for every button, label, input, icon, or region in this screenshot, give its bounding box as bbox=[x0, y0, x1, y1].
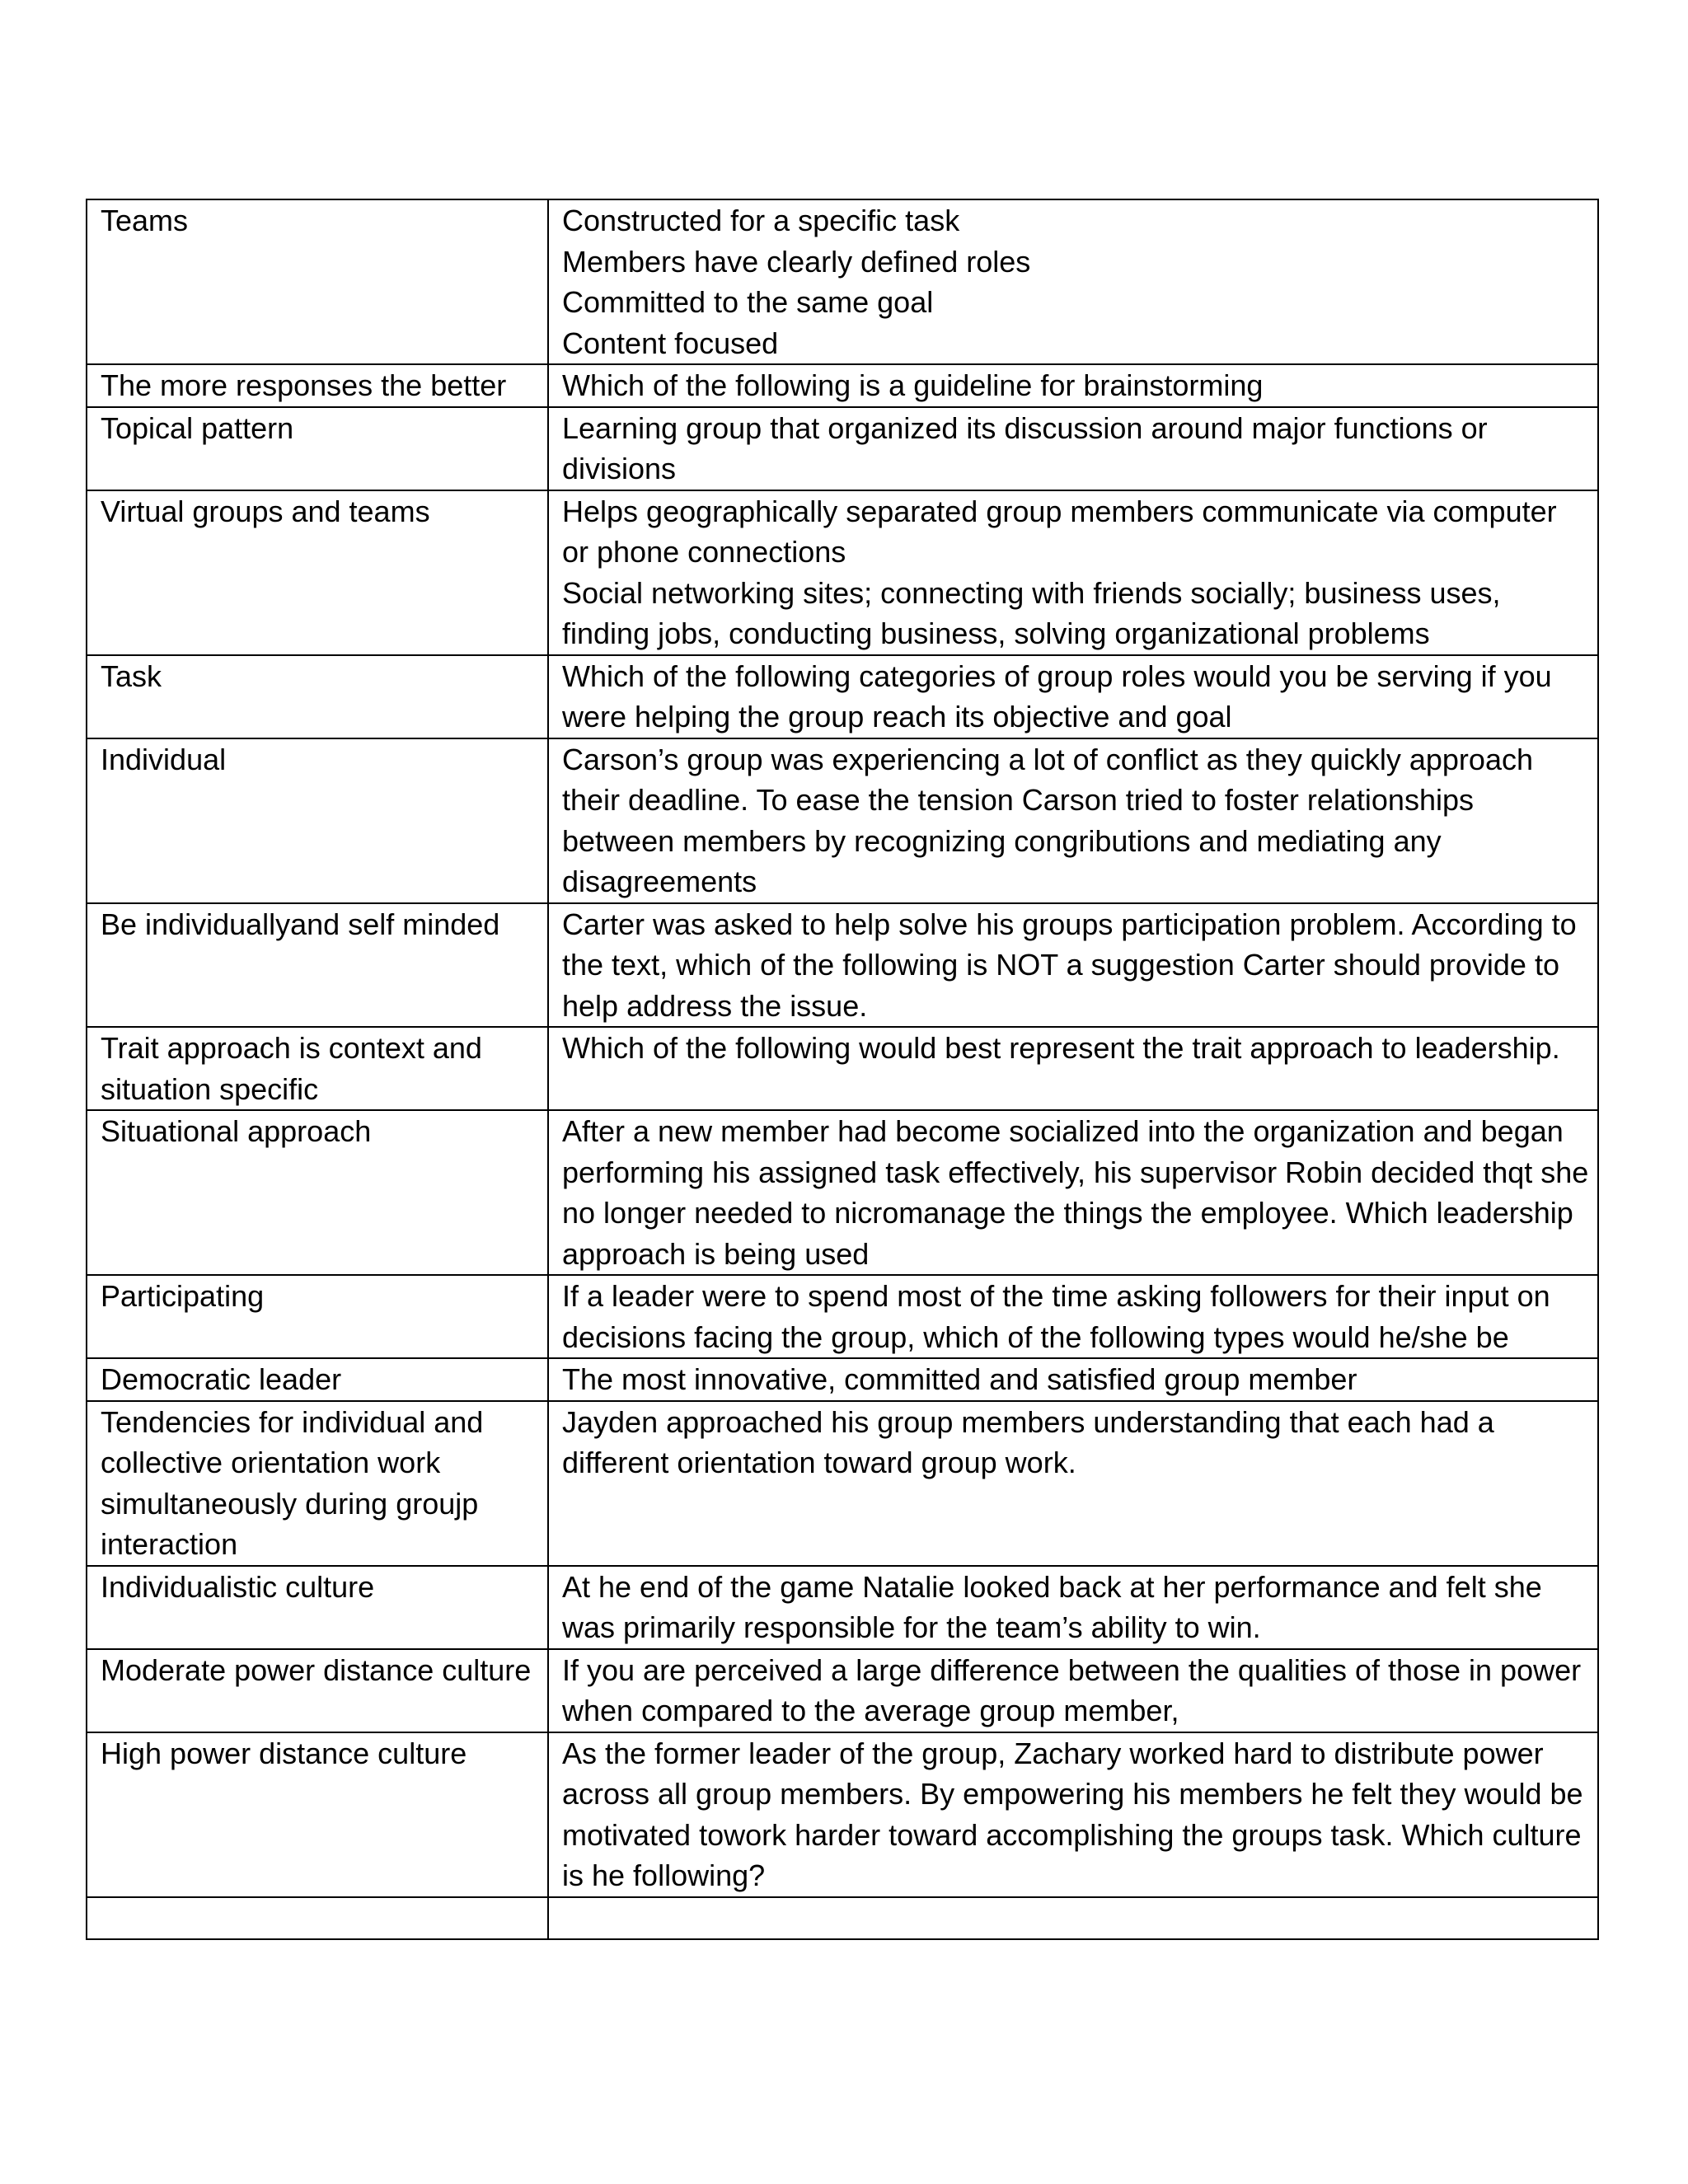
table-row bbox=[87, 655, 1598, 738]
definition-line: After a new member had become socialized into the organization and began performing his assigned task effectively, his supervisor Robin decided thqt she no longer needed to nicromanage the things the employee. Which leadership approach is being used bbox=[562, 1114, 1589, 1271]
term-cell bbox=[87, 407, 548, 490]
term-text: Moderate power distance culture bbox=[101, 1652, 532, 1687]
term-text: Tendencies for individual and collective orientation work simultaneously during groujp interaction bbox=[101, 1404, 484, 1561]
definition-line: If you are perceived a large difference between the qualities of those in power when compared to the average group member, bbox=[562, 1652, 1582, 1727]
term-text: The more responses the better bbox=[101, 368, 507, 402]
term-cell bbox=[87, 1566, 548, 1649]
table-row bbox=[87, 364, 1598, 407]
term-cell bbox=[87, 1027, 548, 1110]
term-text: Participating bbox=[101, 1279, 265, 1313]
table-row bbox=[87, 738, 1598, 903]
term-text: Be individuallyand self minded bbox=[101, 907, 500, 941]
definition-cell bbox=[548, 1275, 1598, 1358]
definition-line: At he end of the game Natalie looked back at her performance and felt she was primarily responsible for the team’s ability to win. bbox=[562, 1569, 1542, 1644]
term-cell bbox=[87, 1732, 548, 1897]
definition-line: Committed to the same goal bbox=[562, 285, 934, 319]
definition-line: Jayden approached his group members understanding that each had a different orientation toward group work. bbox=[562, 1404, 1494, 1479]
definition-cell bbox=[548, 407, 1598, 490]
term-cell bbox=[87, 1401, 548, 1566]
definition-cell bbox=[548, 1401, 1598, 1566]
table-row bbox=[87, 1732, 1598, 1897]
definition-line: Which of the following would best represent the trait approach to leadership. bbox=[562, 1031, 1560, 1065]
definition-cell bbox=[548, 1110, 1598, 1275]
term-cell bbox=[87, 655, 548, 738]
table-row bbox=[87, 1649, 1598, 1732]
definition-cell bbox=[548, 1358, 1598, 1401]
term-text: Democratic leader bbox=[101, 1362, 342, 1396]
term-text: Task bbox=[101, 658, 162, 693]
definition-line: The most innovative, committed and satisfied group member bbox=[562, 1362, 1357, 1396]
term-cell bbox=[87, 199, 548, 364]
table-row bbox=[87, 1401, 1598, 1566]
definition-cell bbox=[548, 490, 1598, 655]
definition-line: If a leader were to spend most of the time asking followers for their input on decisions facing the group, which of the following types would he/she be bbox=[562, 1279, 1550, 1354]
definition-line: Social networking sites; connecting with friends socially; business uses, finding jobs, conducting business, solving organizational problems bbox=[562, 575, 1501, 650]
table-row bbox=[87, 407, 1598, 490]
definition-line: Carter was asked to help solve his groups participation problem. According to the text, which of the following is NOT a suggestion Carter should provide to help address the issue. bbox=[562, 907, 1577, 1023]
term-text: Teams bbox=[101, 204, 189, 237]
table-row bbox=[87, 1110, 1598, 1275]
definition-cell bbox=[548, 1649, 1598, 1732]
definition-cell bbox=[548, 364, 1598, 407]
definition-cell bbox=[548, 903, 1598, 1028]
term-cell bbox=[87, 903, 548, 1028]
term-text: Individual bbox=[101, 742, 227, 776]
term-cell bbox=[87, 738, 548, 903]
study-table bbox=[86, 199, 1599, 1940]
table-row bbox=[87, 1027, 1598, 1110]
table-row bbox=[87, 199, 1598, 364]
definition-line: Members have clearly defined roles bbox=[562, 244, 1031, 279]
table-row-empty bbox=[87, 1897, 1598, 1940]
definition-line: Learning group that organized its discussion around major functions or divisions bbox=[562, 410, 1488, 485]
term-text: Virtual groups and teams bbox=[101, 494, 430, 528]
table-row bbox=[87, 1566, 1598, 1649]
definition-line: As the former leader of the group, Zachary worked hard to distribute power across all group members. By empowering his members he felt they would be motivated towork harder toward accomplishing the groups task. Which culture is he following? bbox=[562, 1736, 1583, 1892]
term-cell bbox=[87, 490, 548, 655]
definition-cell bbox=[548, 738, 1598, 903]
definition-line: Which of the following is a guideline for brainstorming bbox=[562, 368, 1264, 402]
term-cell-empty bbox=[87, 1897, 548, 1940]
definition-cell bbox=[548, 1027, 1598, 1110]
table-row bbox=[87, 490, 1598, 655]
term-text: Individualistic culture bbox=[101, 1569, 375, 1604]
table-row bbox=[87, 1358, 1598, 1401]
definition-line: Which of the following categories of group roles would you be serving if you were helping the group reach its objective and goal bbox=[562, 658, 1552, 733]
empty-definition bbox=[562, 1898, 1589, 1939]
term-text: Trait approach is context and situation specific bbox=[101, 1031, 482, 1106]
term-text: Situational approach bbox=[101, 1114, 372, 1148]
definition-cell bbox=[548, 1732, 1598, 1897]
table-row bbox=[87, 903, 1598, 1028]
definition-line: Content focused bbox=[562, 326, 779, 360]
term-cell bbox=[87, 1358, 548, 1401]
term-text: Topical pattern bbox=[101, 410, 294, 445]
term-text: High power distance culture bbox=[101, 1736, 467, 1770]
empty-term bbox=[101, 1898, 539, 1939]
definition-cell bbox=[548, 199, 1598, 364]
definition-line: Carson’s group was experiencing a lot of conflict as they quickly approach their deadline. To ease the tension Carson tried to foster relationships between members by recognizing congribut﻿ions and mediating any disagreements bbox=[562, 742, 1533, 898]
term-cell bbox=[87, 1110, 548, 1275]
definition-cell-empty bbox=[548, 1897, 1598, 1940]
definition-line: Helps geographically separated group members communicate via computer or phone connections bbox=[562, 494, 1557, 569]
definition-cell bbox=[548, 1566, 1598, 1649]
term-cell bbox=[87, 1649, 548, 1732]
term-cell bbox=[87, 364, 548, 407]
definition-line: Constructed for a specific task bbox=[562, 204, 960, 237]
definition-cell bbox=[548, 655, 1598, 738]
term-cell bbox=[87, 1275, 548, 1358]
table-row bbox=[87, 1275, 1598, 1358]
